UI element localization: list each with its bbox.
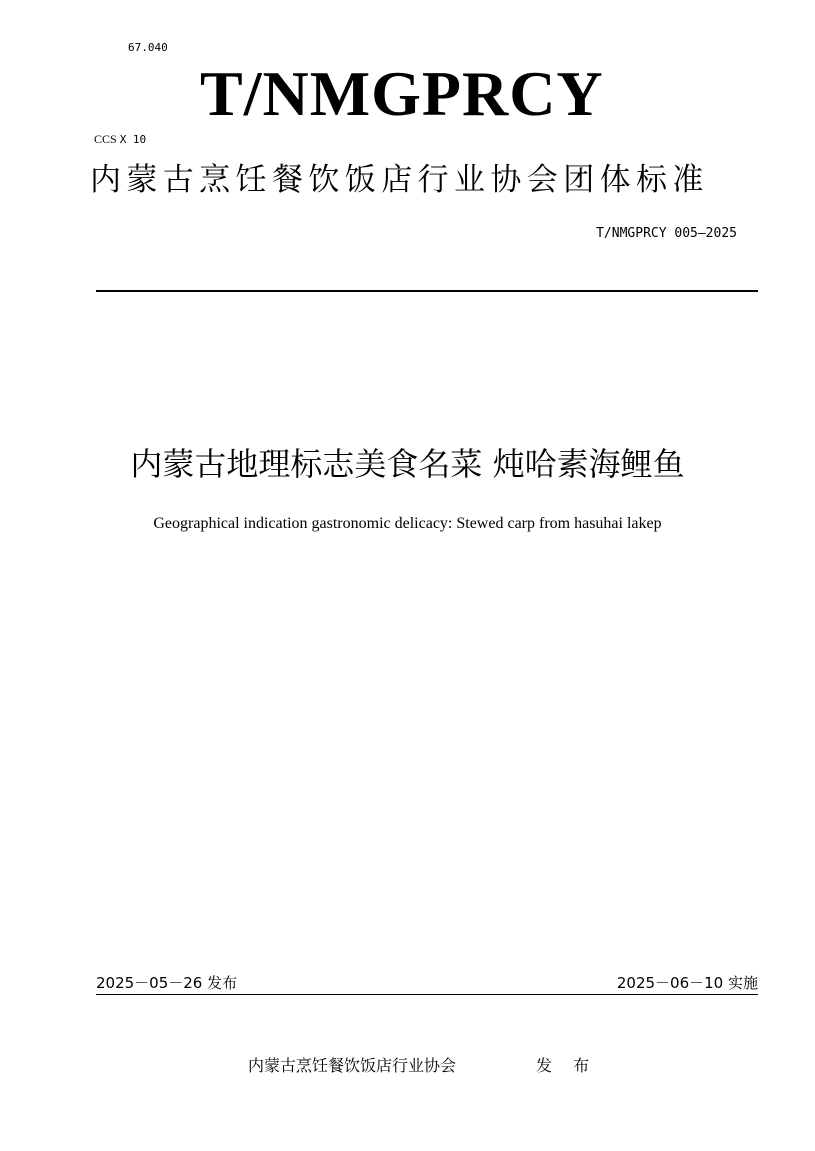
publisher-name: 内蒙古烹饪餐饮饭店行业协会 — [248, 1056, 457, 1075]
header-divider — [96, 290, 758, 292]
standard-number: T/NMGPRCY 005—2025 — [596, 226, 737, 241]
organization-standard-title: 内蒙古烹饪餐饮饭店行业协会团体标准 — [90, 162, 709, 198]
publish-label: 发 布 — [536, 1056, 598, 1075]
ccs-label: CCS — [94, 132, 117, 146]
issue-date: 2025－05－26 发布 — [96, 974, 238, 992]
standard-logo: T/NMGPRCY — [200, 58, 604, 129]
document-title-chinese: 内蒙古地理标志美食名菜 炖哈素海鲤鱼 — [130, 445, 685, 483]
implementation-date: 2025－06－10 实施 — [616, 974, 758, 992]
ccs-value: X 10 — [119, 133, 147, 146]
document-title-english: Geographical indication gastronomic delicacy: Stewed carp from hasuhai lakep — [153, 515, 662, 532]
ics-code: 67.040 — [128, 41, 168, 54]
ccs-code — [94, 132, 146, 147]
footer-divider — [96, 994, 758, 995]
